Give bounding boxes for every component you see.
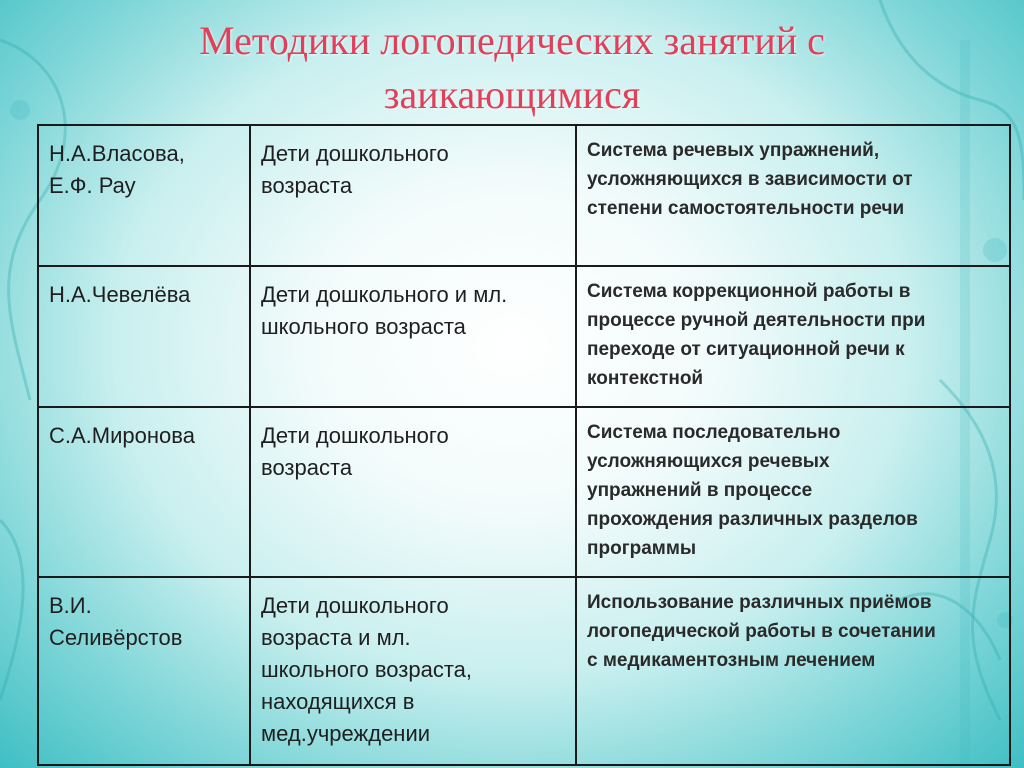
method-text: Система последовательно [587, 422, 841, 443]
age-text: Дети дошкольного [261, 423, 449, 448]
author-text: Н.А.Власова, [49, 141, 185, 166]
age-text: школьного возраста, [261, 657, 473, 682]
method-cell [576, 125, 1010, 266]
age-cell [250, 577, 576, 765]
method-text: степени самостоятельности речи [587, 198, 905, 219]
method-text: Система речевых упражнений, [587, 140, 880, 161]
author-cell [38, 407, 250, 577]
author-cell [38, 577, 250, 765]
method-text: переходе от ситуационной речи к [587, 339, 905, 360]
author-cell [38, 266, 250, 407]
method-text: упражнений в процессе [587, 480, 813, 501]
slide-title-line-1: Методики логопедических занятий с [199, 18, 825, 63]
author-text: Селивёрстов [49, 625, 183, 650]
age-cell [250, 125, 576, 266]
method-text: усложняющихся речевых [587, 451, 830, 472]
method-text: логопедической работы в сочетании [587, 621, 936, 642]
table-row [38, 125, 1010, 266]
age-text: школьного возраста [261, 314, 466, 339]
table-row [38, 577, 1010, 765]
methods-table [37, 124, 1011, 766]
method-text: усложняющихся в зависимости от [587, 169, 913, 190]
method-text: процессе ручной деятельности при [587, 310, 926, 331]
age-cell [250, 407, 576, 577]
method-text: с медикаментозным лечением [587, 650, 876, 671]
author-text: Е.Ф. Рау [49, 173, 136, 198]
method-cell [576, 266, 1010, 407]
age-text: возраста [261, 455, 353, 480]
age-text: возраста [261, 173, 353, 198]
age-cell [250, 266, 576, 407]
method-text: прохождения различных разделов [587, 509, 918, 530]
age-text: Дети дошкольного и мл. [261, 282, 508, 307]
method-cell [576, 577, 1010, 765]
slide-title-line-2: заикающимися [383, 72, 641, 117]
method-text: контекстной [587, 368, 704, 389]
author-text: С.А.Миронова [49, 423, 195, 448]
age-text: Дети дошкольного [261, 593, 449, 618]
age-text: мед.учреждении [261, 721, 431, 746]
table-row [38, 407, 1010, 577]
author-text: Н.А.Чевелёва [49, 282, 191, 307]
slide-title [0, 14, 1024, 122]
author-text: В.И. [49, 593, 92, 618]
age-text: Дети дошкольного [261, 141, 449, 166]
method-text: Использование различных приёмов [587, 592, 932, 613]
method-text: Система коррекционной работы в [587, 281, 911, 302]
author-cell [38, 125, 250, 266]
method-text: программы [587, 538, 697, 559]
table-row [38, 266, 1010, 407]
age-text: возраста и мл. [261, 625, 411, 650]
method-cell [576, 407, 1010, 577]
age-text: находящихся в [261, 689, 415, 714]
